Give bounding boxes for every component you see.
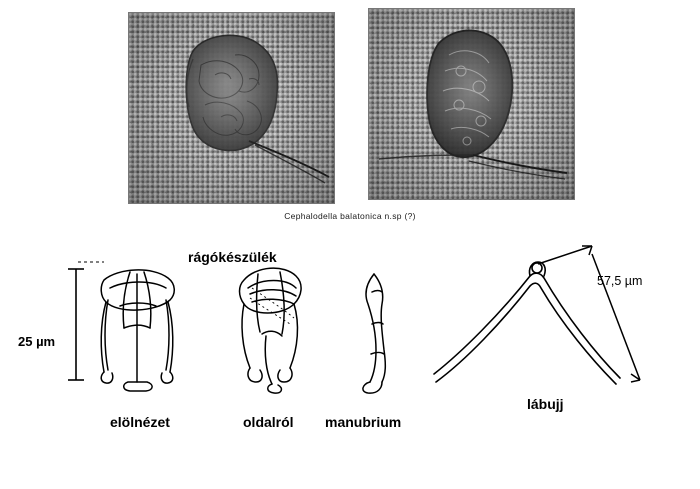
toe-drawing	[434, 262, 620, 384]
micrograph-right	[368, 8, 575, 200]
scale-label-left: 25 µm	[18, 334, 56, 349]
label-toe: lábujj	[527, 396, 564, 412]
trophi-side-view-drawing	[240, 268, 302, 393]
trophi-front-view-drawing	[101, 270, 174, 391]
label-trophi-front-view: elölnézet	[110, 414, 170, 430]
micrograph-vignette	[129, 13, 334, 203]
label-trophi-side-view: oldalról	[243, 414, 294, 430]
manubrium-drawing	[363, 274, 385, 393]
scale-bar-left	[68, 269, 84, 380]
micrograph-left	[128, 12, 335, 204]
toe-scale-arrow	[538, 246, 643, 382]
scale-label-right: 57,5 µm	[597, 274, 643, 288]
label-manubrium: manubrium	[325, 414, 402, 430]
drawing-group-title: rágókészülék	[188, 249, 277, 265]
drawing-panel	[0, 232, 700, 489]
plate-caption: Cephalodella balatonica n.sp (?)	[284, 211, 416, 221]
micrograph-vignette	[369, 9, 574, 199]
line-drawings-svg	[0, 232, 700, 489]
micrograph-plate	[0, 0, 700, 230]
